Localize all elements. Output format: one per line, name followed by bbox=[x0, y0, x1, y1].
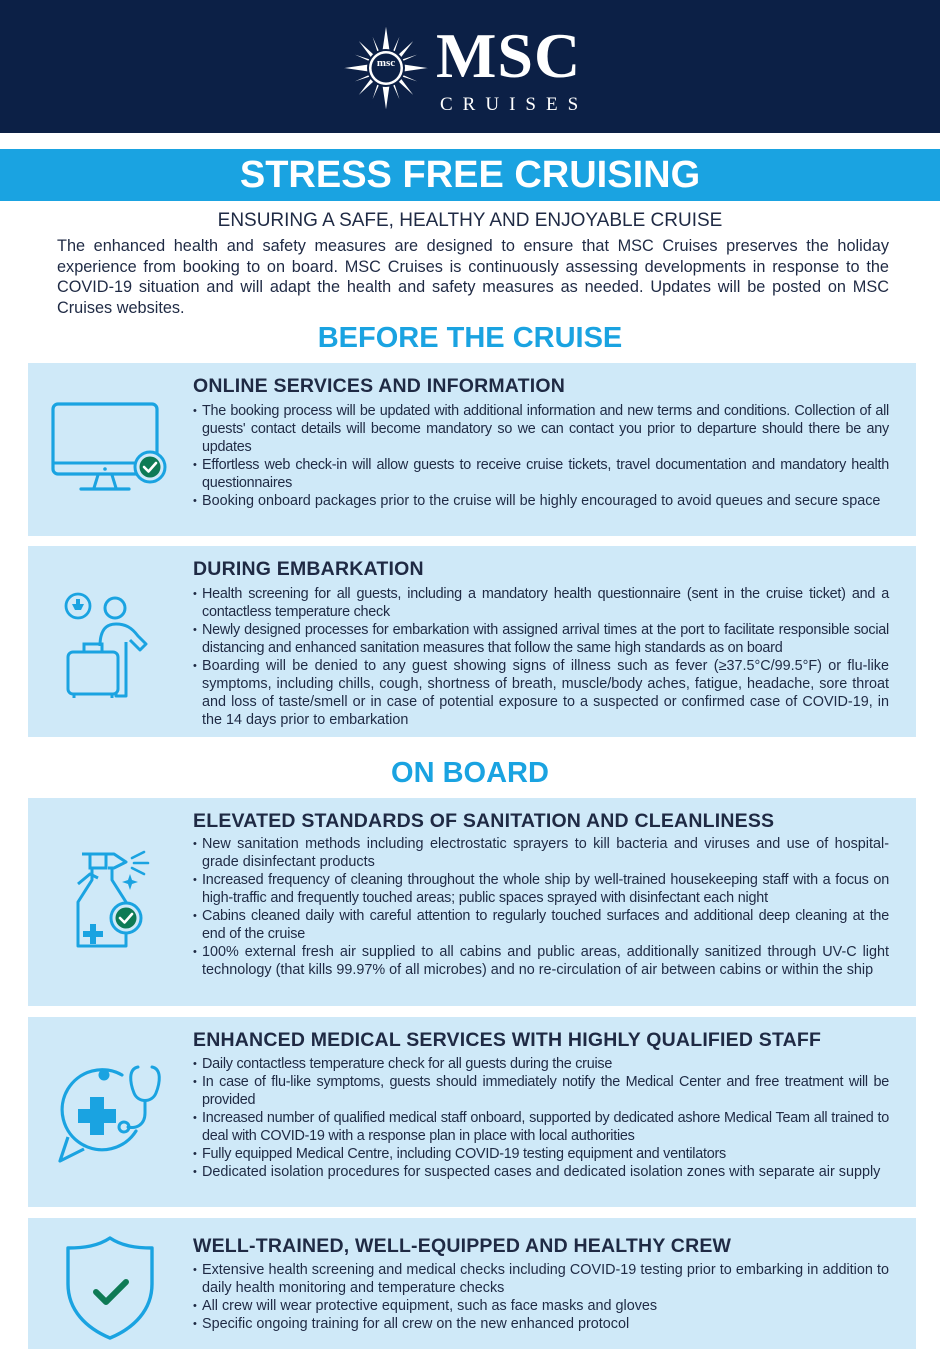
header bbox=[0, 0, 940, 133]
card-bullet-list bbox=[193, 1261, 889, 1333]
list-item: • The booking process will be updated with additional information and new terms and conditions. Collection of all guests' contact details will become mandatory so we can contact you prior to departure should there be any updates bbox=[193, 402, 889, 456]
section-title-on-board: ON BOARD bbox=[391, 757, 549, 789]
list-item: • In case of flu-like symptoms, guests should immediately notify the Medical Center and free treatment will be provided bbox=[193, 1073, 889, 1109]
logo-wordmark: MSC bbox=[436, 20, 582, 91]
page-title: STRESS FREE CRUISING bbox=[0, 149, 940, 201]
card-bullet-list bbox=[193, 1055, 889, 1181]
list-item: • Increased number of qualified medical staff onboard, supported by dedicated ashore Medical Team all trained to deal with COVID-19 with a response plan in place with local authorities bbox=[193, 1109, 889, 1145]
list-item: • Newly designed processes for embarkation with assigned arrival times at the port to facilitate responsible social distancing and enhanced sanitation measures that follow the same high standards as on board bbox=[193, 621, 889, 657]
section-title-before-cruise: BEFORE THE CRUISE bbox=[317, 322, 623, 354]
list-item: • Increased frequency of cleaning throughout the whole ship by well-trained housekeeping staff with a focus on high-traffic and frequently touched areas; public spaces sprayed with disinfectant each night bbox=[193, 871, 889, 907]
logo-subtitle: CRUISES bbox=[440, 94, 589, 115]
list-item: • Cabins cleaned daily with careful attention to regularly touched surfaces and additional deep cleaning at the end of the cruise bbox=[193, 907, 889, 943]
list-item: • Specific ongoing training for all crew on the new enhanced protocol bbox=[193, 1315, 889, 1333]
list-item: • Dedicated isolation procedures for suspected cases and dedicated isolation zones with separate air supply bbox=[193, 1163, 889, 1181]
msc-cruises-logo[interactable] bbox=[340, 22, 610, 117]
card-bullet-list bbox=[193, 402, 889, 510]
list-item: • Effortless web check-in will allow guests to receive cruise tickets, travel documentation and mandatory health questionnaires bbox=[193, 456, 889, 492]
shield-check-icon bbox=[62, 1234, 158, 1342]
logo-badge-letters: msc bbox=[376, 57, 396, 69]
list-item: • New sanitation methods including electrostatic sprayers to kill bacteria and viruses and use of hospital-grade disinfectant products bbox=[193, 835, 889, 871]
list-item: • Boarding will be denied to any guest showing signs of illness such as fever (≥37.5°C/99.5°F) or flu-like symptoms, including chills, cough, shortness of breath, muscle/body aches, fatigue, headache, sore throat and loss of taste/smell or in case of potential exposure to a suspected or confirmed case of COVID-19, in the 14 days prior to embarkation bbox=[193, 657, 889, 729]
card-title: ELEVATED STANDARDS OF SANITATION AND CLEANLINESS bbox=[193, 810, 775, 832]
card-bullet-list bbox=[193, 835, 889, 979]
card-crew bbox=[28, 1218, 916, 1349]
card-title: WELL-TRAINED, WELL-EQUIPPED AND HEALTHY CREW bbox=[193, 1235, 732, 1257]
list-item: • Daily contactless temperature check for all guests during the cruise bbox=[193, 1055, 889, 1073]
card-title: ONLINE SERVICES AND INFORMATION bbox=[193, 375, 566, 397]
card-during-embarkation bbox=[28, 546, 916, 737]
list-item: • Fully equipped Medical Centre, including COVID-19 testing equipment and ventilators bbox=[193, 1145, 889, 1163]
compass-star-icon bbox=[340, 22, 432, 114]
medical-stethoscope-icon bbox=[54, 1061, 166, 1171]
list-item: • 100% external fresh air supplied to all cabins and public areas, additionally sanitized through UV-C light technology (that kills 99.97% of all microbes) and no re-circulation of air between cabins or within the ship bbox=[193, 943, 889, 979]
list-item: • Extensive health screening and medical checks including COVID-19 testing prior to embarking in addition to daily health monitoring and temperature checks bbox=[193, 1261, 889, 1297]
card-sanitation bbox=[28, 798, 916, 1006]
card-online-services bbox=[28, 363, 916, 536]
list-item: • All crew will wear protective equipment, such as face masks and gloves bbox=[193, 1297, 889, 1315]
list-item: • Booking onboard packages prior to the cruise will be highly encouraged to avoid queues and secure space bbox=[193, 492, 889, 510]
page-subtitle: ENSURING A SAFE, HEALTHY AND ENJOYABLE CRUISE bbox=[217, 210, 723, 231]
traveler-luggage-icon bbox=[60, 588, 155, 700]
computer-check-icon bbox=[48, 399, 168, 499]
card-bullet-list bbox=[193, 585, 889, 729]
spray-bottle-icon bbox=[64, 846, 164, 956]
card-title: ENHANCED MEDICAL SERVICES WITH HIGHLY QUALIFIED STAFF bbox=[193, 1029, 822, 1051]
card-medical-services bbox=[28, 1017, 916, 1207]
card-title: DURING EMBARKATION bbox=[193, 558, 424, 580]
list-item: • Health screening for all guests, including a mandatory health questionnaire (sent in the cruise ticket) and a contactless temperature check bbox=[193, 585, 889, 621]
intro-paragraph: The enhanced health and safety measures are designed to ensure that MSC Cruises preserves the holiday experience from booking to on board. MSC Cruises is continuously assessing developments in response to the COVID-19 situation and will adapt the health and safety measures as needed. Updates will be posted on MSC Cruises websites. bbox=[57, 237, 889, 317]
